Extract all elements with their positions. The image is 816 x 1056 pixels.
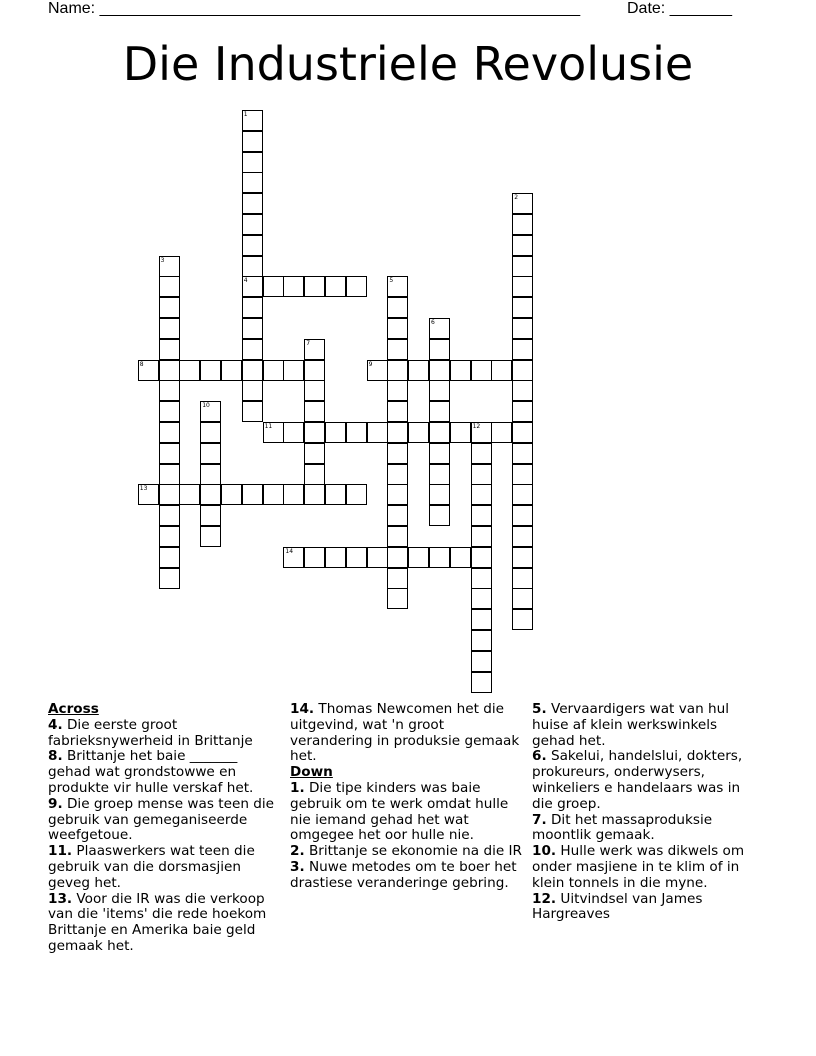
crossword-cell[interactable]	[159, 360, 180, 381]
crossword-cell[interactable]	[512, 360, 533, 381]
crossword-cell[interactable]	[159, 401, 180, 422]
clues-column-3	[532, 702, 762, 923]
crossword-cell[interactable]	[346, 276, 367, 297]
clue-down-7	[532, 813, 762, 845]
crossword-cell[interactable]	[429, 380, 450, 401]
crossword-cell[interactable]	[263, 422, 284, 443]
crossword-cell[interactable]	[159, 422, 180, 443]
crossword-cell[interactable]	[242, 484, 263, 505]
crossword-cell[interactable]	[471, 609, 492, 630]
crossword-cell[interactable]	[471, 547, 492, 568]
clue-number-label: 7	[306, 339, 311, 347]
clue-number: 12.	[532, 890, 557, 907]
crossword-cell[interactable]	[471, 651, 492, 672]
clue-text: Vervaardigers wat van hul huise af klein werkswinkels gehad het.	[532, 701, 730, 749]
crossword-cell[interactable]	[471, 568, 492, 589]
crossword-cell[interactable]	[325, 276, 346, 297]
clue-text: Die tipe kinders was baie gebruik om te werk omdat hulle nie iemand gehad het wat omgegee het oor hulle nie.	[290, 779, 509, 844]
crossword-cell[interactable]	[471, 672, 492, 693]
clue-number-label: 2	[514, 194, 519, 202]
clue-number-label: 12	[472, 423, 481, 430]
crossword-cell[interactable]	[471, 588, 492, 609]
crossword-cell[interactable]	[242, 276, 263, 297]
crossword-cell[interactable]	[429, 360, 450, 381]
clue-number: 11.	[48, 843, 73, 860]
crossword-cell[interactable]	[512, 235, 533, 256]
crossword-cell[interactable]	[387, 568, 408, 589]
clue-number: 7.	[532, 811, 547, 828]
crossword-cell[interactable]	[387, 526, 408, 547]
crossword-cell[interactable]	[429, 547, 450, 568]
crossword-cell[interactable]	[429, 464, 450, 485]
crossword-cell[interactable]	[242, 110, 263, 131]
crossword-cell[interactable]	[242, 339, 263, 360]
crossword-cell[interactable]	[512, 422, 533, 443]
crossword-cell[interactable]	[304, 380, 325, 401]
crossword-cell[interactable]	[200, 464, 221, 485]
clue-number-label: 11	[264, 423, 273, 430]
crossword-cell[interactable]	[429, 318, 450, 339]
crossword-cell[interactable]	[283, 547, 304, 568]
crossword-cell[interactable]	[387, 380, 408, 401]
crossword-cell[interactable]	[387, 297, 408, 318]
crossword-cell[interactable]	[159, 526, 180, 547]
clue-across-11	[48, 844, 276, 891]
crossword-cell[interactable]	[221, 360, 242, 381]
crossword-cell[interactable]	[159, 484, 180, 505]
crossword-cell[interactable]	[471, 484, 492, 505]
crossword-cell[interactable]	[263, 484, 284, 505]
clue-down-3	[290, 860, 522, 892]
crossword-cell[interactable]	[429, 339, 450, 360]
crossword-cell[interactable]	[179, 484, 200, 505]
clue-number-label: 13	[139, 485, 148, 493]
crossword-cell[interactable]	[242, 214, 263, 235]
crossword-cell[interactable]	[283, 422, 304, 443]
down-heading: Down	[290, 764, 333, 781]
crossword-cell[interactable]	[387, 443, 408, 464]
clue-number: 4.	[48, 716, 63, 733]
crossword-cell[interactable]	[512, 464, 533, 485]
crossword-cell[interactable]	[242, 297, 263, 318]
crossword-cell[interactable]	[159, 505, 180, 526]
clue-number-label: 9	[368, 360, 373, 368]
clue-text: Die eerste groot fabrieksnywerheid in Brittanje	[48, 716, 253, 749]
page-title: Die Industriele Revolusie	[122, 37, 694, 91]
clue-number: 9.	[48, 795, 63, 812]
clue-number: 3.	[290, 858, 305, 875]
crossword-cell[interactable]	[159, 339, 180, 360]
clue-number: 13.	[48, 890, 73, 907]
clue-text: Dit het massaproduksie moontlik gemaak.	[532, 811, 713, 844]
clue-down-2	[290, 844, 522, 860]
crossword-cell[interactable]	[387, 464, 408, 485]
crossword-cell[interactable]	[242, 380, 263, 401]
crossword-cell[interactable]	[242, 401, 263, 422]
crossword-cell[interactable]	[387, 276, 408, 297]
crossword-cell[interactable]	[450, 547, 471, 568]
clue-number-label: 8	[139, 360, 144, 368]
crossword-cell[interactable]	[179, 360, 200, 381]
crossword-cell[interactable]	[512, 276, 533, 297]
crossword-cell[interactable]	[283, 360, 304, 381]
clue-number: 14.	[290, 701, 315, 717]
crossword-cell[interactable]	[471, 526, 492, 547]
clue-across-8	[48, 749, 276, 796]
crossword-cell[interactable]	[512, 484, 533, 505]
crossword-cell[interactable]	[200, 443, 221, 464]
crossword-cell[interactable]	[242, 318, 263, 339]
crossword-cell[interactable]	[512, 214, 533, 235]
clue-across-14	[290, 702, 522, 765]
crossword-cell[interactable]	[512, 193, 533, 214]
clue-number: 6.	[532, 748, 547, 765]
crossword-cell[interactable]	[263, 360, 284, 381]
across-heading: Across	[48, 701, 99, 717]
crossword-cell[interactable]	[512, 318, 533, 339]
crossword-cell[interactable]	[408, 360, 429, 381]
crossword-cell[interactable]	[242, 256, 263, 277]
crossword-cell[interactable]	[242, 360, 263, 381]
crossword-cell[interactable]	[346, 484, 367, 505]
crossword-cell[interactable]	[512, 401, 533, 422]
clue-across-13	[48, 892, 276, 955]
clue-number: 10.	[532, 843, 557, 860]
crossword-cell[interactable]	[512, 256, 533, 277]
crossword-cell[interactable]	[263, 276, 284, 297]
clue-number-label: 6	[431, 319, 435, 326]
crossword-cell[interactable]	[159, 464, 180, 485]
crossword-cell[interactable]	[471, 360, 492, 381]
crossword-cell[interactable]	[325, 422, 346, 443]
crossword-cell[interactable]	[200, 360, 221, 381]
crossword-cell[interactable]	[512, 339, 533, 360]
crossword-cell[interactable]	[221, 484, 242, 505]
clue-down-12	[532, 892, 762, 924]
crossword-cell[interactable]	[304, 401, 325, 422]
crossword-cell[interactable]	[304, 339, 325, 360]
crossword-cell[interactable]	[304, 422, 325, 443]
crossword-cell[interactable]	[159, 276, 180, 297]
clue-number-label: 3	[160, 256, 165, 264]
crossword-cell[interactable]	[429, 443, 450, 464]
clue-number-label: 10	[202, 402, 210, 410]
crossword-cell[interactable]	[304, 360, 325, 381]
crossword-cell[interactable]	[346, 422, 367, 443]
crossword-cell[interactable]	[367, 360, 388, 381]
crossword-cell[interactable]	[512, 526, 533, 547]
crossword-cell[interactable]	[471, 422, 492, 443]
crossword-cell[interactable]	[471, 630, 492, 651]
crossword-cell[interactable]	[512, 568, 533, 589]
crossword-cell[interactable]	[325, 484, 346, 505]
clue-number: 8.	[48, 748, 63, 765]
crossword-cell[interactable]	[325, 547, 346, 568]
clue-across-9	[48, 797, 276, 844]
crossword-cell[interactable]	[429, 505, 450, 526]
clue-number: 1.	[290, 779, 305, 796]
crossword-cell[interactable]	[491, 422, 512, 443]
crossword-cell[interactable]	[387, 422, 408, 443]
crossword-cell[interactable]	[159, 318, 180, 339]
crossword-cell[interactable]	[304, 547, 325, 568]
crossword-cell[interactable]	[471, 464, 492, 485]
crossword-cell[interactable]	[283, 276, 304, 297]
crossword-cell[interactable]	[159, 443, 180, 464]
crossword-cell[interactable]	[367, 422, 388, 443]
crossword-cell[interactable]	[471, 443, 492, 464]
crossword-cell[interactable]	[242, 235, 263, 256]
clue-number: 2.	[290, 843, 305, 860]
clue-text: Thomas Newcomen het die uitgevind, wat 'n groot verandering in produksie gemaak het.	[290, 701, 520, 765]
clue-across-4	[48, 718, 276, 750]
crossword-cell[interactable]	[450, 422, 471, 443]
clue-text: Nuwe metodes om te boer het drastiese veranderinge gebring.	[290, 858, 517, 891]
crossword-cell[interactable]	[283, 484, 304, 505]
crossword-cell[interactable]	[200, 484, 221, 505]
crossword-cell[interactable]	[159, 568, 180, 589]
crossword-cell[interactable]	[242, 193, 263, 214]
crossword-cell[interactable]	[387, 484, 408, 505]
crossword-cell[interactable]	[512, 443, 533, 464]
crossword-cell[interactable]	[200, 422, 221, 443]
crossword-cell[interactable]	[304, 484, 325, 505]
crossword-cell[interactable]	[138, 360, 159, 381]
crossword-cell[interactable]	[242, 152, 263, 173]
crossword-cell[interactable]	[408, 422, 429, 443]
clue-text: Plaaswerkers wat teen die gebruik van die dorsmasjien geveg het.	[48, 843, 255, 891]
crossword-cell[interactable]	[138, 484, 159, 505]
crossword-cell[interactable]	[387, 318, 408, 339]
clue-down-6	[532, 749, 762, 812]
crossword-cell[interactable]	[242, 131, 263, 152]
crossword-cell[interactable]	[159, 547, 180, 568]
crossword-cell[interactable]	[200, 526, 221, 547]
clues-column-1	[48, 702, 276, 955]
clue-number: 5.	[532, 701, 547, 717]
crossword-cell[interactable]	[512, 380, 533, 401]
crossword-cell[interactable]	[159, 380, 180, 401]
clue-text: Hulle werk was dikwels om onder masjiene in te klim of in klein tonnels in die myne.	[532, 843, 745, 891]
crossword-cell[interactable]	[304, 443, 325, 464]
crossword-cell[interactable]	[408, 547, 429, 568]
crossword-cell[interactable]	[471, 505, 492, 526]
clue-text: Sakelui, handelslui, dokters, prokureurs, onderwysers, winkeliers e handelaars was in die groep.	[532, 748, 743, 812]
crossword-cell[interactable]	[304, 464, 325, 485]
crossword-cell[interactable]	[304, 276, 325, 297]
crossword-cell[interactable]	[512, 588, 533, 609]
crossword-cell[interactable]	[200, 505, 221, 526]
crossword-cell[interactable]	[387, 401, 408, 422]
crossword-cell[interactable]	[512, 505, 533, 526]
clue-number-label: 4	[243, 277, 248, 285]
clue-text: Voor die IR was die verkoop van die 'items' die rede hoekom Brittanje en Amerika baie geld gemaak het.	[48, 890, 267, 954]
crossword-cell[interactable]	[367, 547, 388, 568]
crossword-cell[interactable]	[491, 360, 512, 381]
crossword-cell[interactable]	[429, 401, 450, 422]
clue-text: Brittanje se ekonomie na die IR	[308, 843, 522, 860]
crossword-cell[interactable]	[387, 588, 408, 609]
clue-text: Uitvindsel van James Hargreaves	[532, 890, 703, 923]
crossword-cell[interactable]	[387, 360, 408, 381]
clue-down-1	[290, 781, 522, 844]
clue-number-label: 1	[243, 111, 248, 118]
crossword-cell[interactable]	[429, 484, 450, 505]
crossword-cell[interactable]	[242, 172, 263, 193]
crossword-cell[interactable]	[387, 339, 408, 360]
clue-number-label: 14	[285, 547, 294, 555]
crossword-cell[interactable]	[200, 401, 221, 422]
crossword-cell[interactable]	[387, 505, 408, 526]
crossword-cell[interactable]	[387, 547, 408, 568]
crossword-cell[interactable]	[429, 422, 450, 443]
crossword-cell[interactable]	[159, 297, 180, 318]
clue-text: Brittanje het baie _______ gehad wat grondstowwe en produkte vir hulle verskaf het.	[48, 748, 254, 796]
crossword-cell[interactable]	[512, 297, 533, 318]
clue-text: Die groep mense was teen die gebruik van gemeganiseerde weefgetoue.	[48, 795, 275, 844]
crossword-cell[interactable]	[159, 256, 180, 277]
name-field-label: Name: ______________________________________________________	[48, 0, 581, 17]
clue-down-5	[532, 702, 762, 749]
clues-column-2	[290, 702, 522, 892]
date-field-label: Date: _______	[627, 0, 732, 17]
clue-number-label: 5	[389, 277, 394, 285]
crossword-cell[interactable]	[346, 547, 367, 568]
crossword-cell[interactable]	[450, 360, 471, 381]
clue-down-10	[532, 844, 762, 891]
crossword-cell[interactable]	[512, 609, 533, 630]
crossword-cell[interactable]	[512, 547, 533, 568]
